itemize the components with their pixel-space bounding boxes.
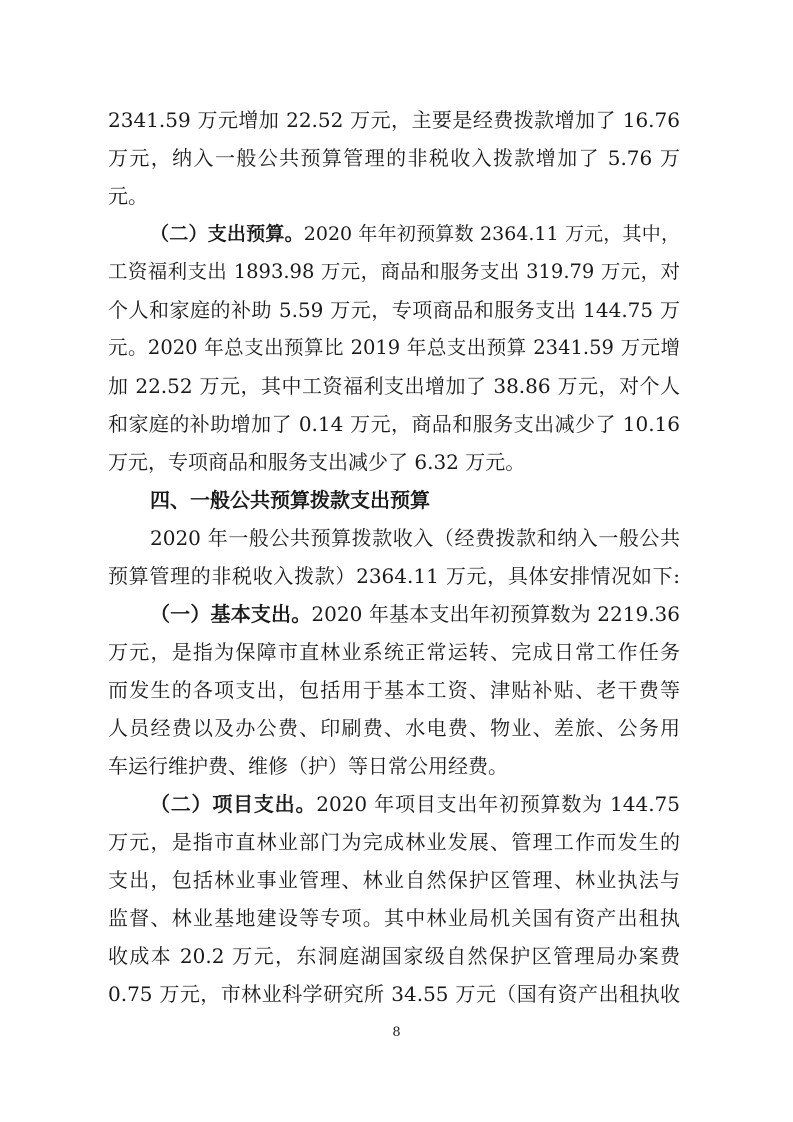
section-label: （二）支出预算。 (150, 223, 304, 245)
body-line: 加 22.52 万元，其中工资福利支出增加了 38.86 万元，对个人 (108, 374, 680, 398)
body-line: 收成本 20.2 万元，东洞庭湖国家级自然保护区管理局办案费 (108, 944, 680, 968)
body-line: 个人和家庭的补助 5.59 万元，专项商品和服务支出 144.75 万 (108, 298, 680, 322)
body-line: 2341.59 万元增加 22.52 万元，主要是经费拨款增加了 16.76 (108, 108, 680, 132)
body-text: 2020 年年初预算数 2364.11 万元，其中， (303, 223, 680, 245)
body-line: 元。2020 年总支出预算比 2019 年总支出预算 2341.59 万元增 (108, 336, 680, 359)
body-text: 2020 年基本支出年初预算数为 2219.36 (311, 602, 680, 626)
section-paragraph-line (150, 789, 680, 819)
page-number: 8 (392, 1025, 401, 1040)
section-label: （二）项目支出。 (150, 792, 317, 816)
body-line: 万元，是指市直林业部门为完成林业发展、管理工作而发生的 (108, 830, 680, 854)
section-paragraph-line (150, 219, 680, 249)
body-line: 万元，是指为保障市直林业系统正常运转、完成日常工作任务 (108, 640, 680, 664)
body-line: 万元，专项商品和服务支出减少了 6.32 万元。 (108, 450, 526, 474)
body-line: 和家庭的补助增加了 0.14 万元，商品和服务支出减少了 10.16 (108, 412, 680, 436)
body-line: 支出，包括林业事业管理、林业自然保护区管理、林业执法与 (108, 868, 680, 892)
body-line: 元。 (108, 184, 148, 208)
body-line: 车运行维护费、维修（护）等日常公用经费。 (108, 754, 508, 778)
body-line: 人员经费以及办公费、印刷费、水电费、物业、差旅、公务用 (108, 716, 680, 740)
section-paragraph-line (150, 599, 680, 629)
body-line: 预算管理的非税收入拨款）2364.11 万元，具体安排情况如下: (108, 564, 680, 588)
body-line: 工资福利支出 1893.98 万元，商品和服务支出 319.79 万元，对 (108, 260, 680, 283)
body-line: 0.75 万元，市林业科学研究所 34.55 万元（国有资产出租执收 (108, 982, 680, 1006)
body-line: 2020 年一般公共预算拨款收入（经费拨款和纳入一般公共 (150, 526, 680, 550)
body-text: 2020 年项目支出年初预算数为 144.75 (316, 792, 680, 816)
body-line: 万元，纳入一般公共预算管理的非税收入拨款增加了 5.76 万 (108, 146, 680, 170)
section-label: （一）基本支出。 (150, 602, 312, 626)
section-heading: 四、一般公共预算拨款支出预算 (150, 488, 430, 512)
body-line: 而发生的各项支出，包括用于基本工资、津贴补贴、老干费等 (108, 678, 680, 702)
body-line: 监督、林业基地建设等专项。其中林业局机关国有资产出租执 (108, 906, 680, 930)
